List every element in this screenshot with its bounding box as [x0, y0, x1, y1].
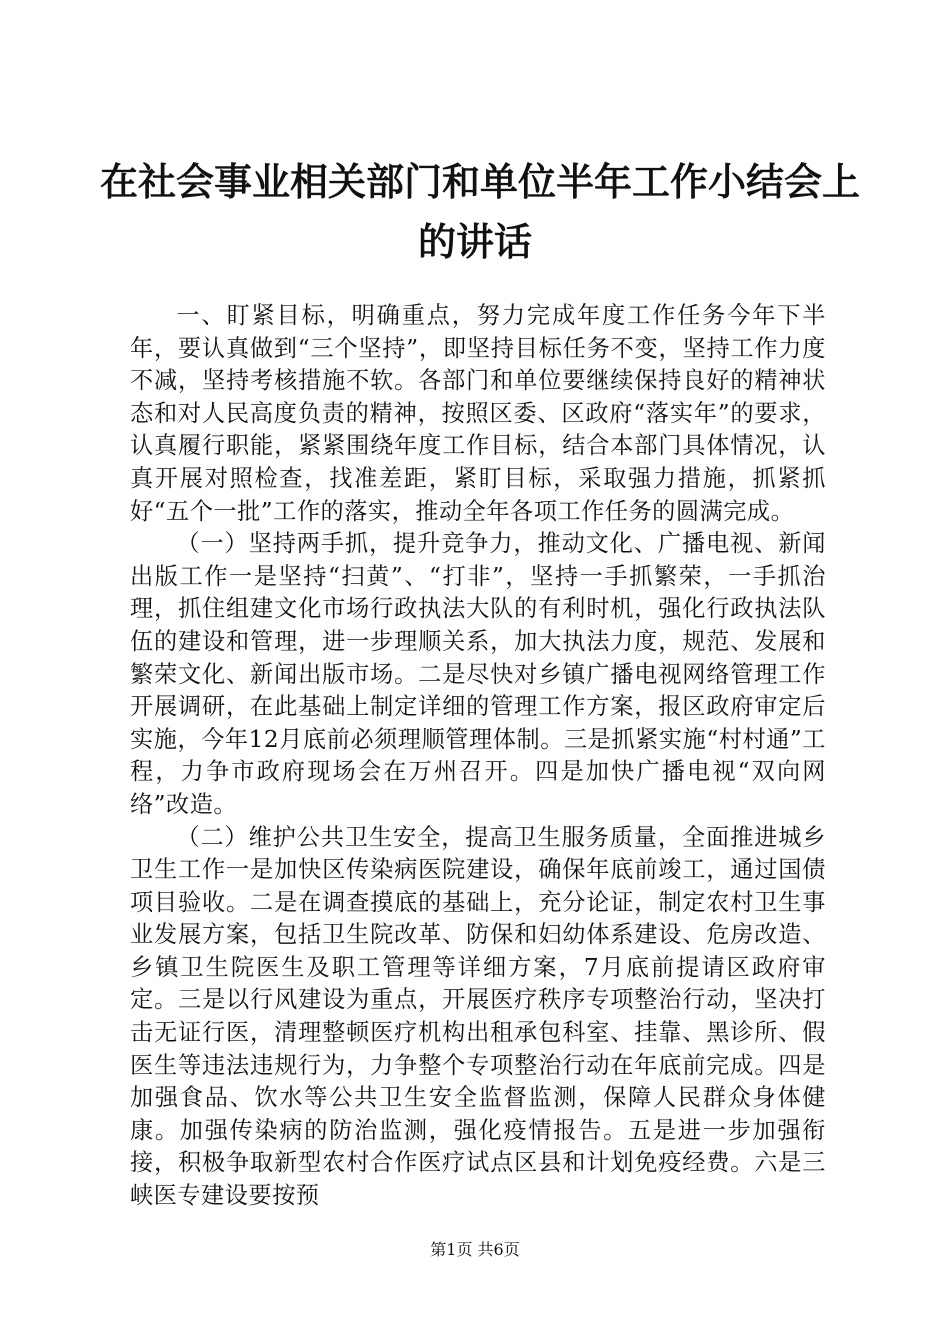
body-paragraph: （一）坚持两手抓，提升竞争力，推动文化、广播电视、新闻出版工作一是坚持“扫黄”、“打非”，坚持一手抓繁荣，一手抓治理，抓住组建文化市场行政执法大队的有利时机，强化行政执法队伍的建设和管理，进一步理顺关系，加大执法力度，规范、发展和繁荣文化、新闻出版市场。二是尽快对乡镇广播电视网络管理工作开展调研，在此基础上制定详细的管理工作方案，报区政府审定后实施，今年12月底前必须理顺管理体制。三是抓紧实施“村村通”工程，力争市政府现场会在万州召开。四是加快广播电视“双向网络”改造。	[130, 530, 826, 818]
document-title-line-2: 的讲话	[417, 219, 532, 264]
document-title-line-1: 在社会事业相关部门和单位半年工作小结会上	[100, 159, 861, 204]
page-footer: 第1页 共6页	[430, 1240, 520, 1259]
body-paragraph: 一、盯紧目标，明确重点，努力完成年度工作任务今年下半年，要认真做到“三个坚持”，即坚持目标任务不变，坚持工作力度不减，坚持考核措施不软。各部门和单位要继续保持良好的精神状态和对人民高度负责的精神，按照区委、区政府“落实年”的要求，认真履行职能，紧紧围绕年度工作目标，结合本部门具体情况，认真开展对照检查，找准差距，紧盯目标，采取强力措施，抓紧抓好“五个一批”工作的落实，推动全年各项工作任务的圆满完成。	[130, 302, 826, 525]
body-paragraph: （二）维护公共卫生安全，提高卫生服务质量，全面推进城乡卫生工作一是加快区传染病医院建设，确保年底前竣工，通过国债项目验收。二是在调查摸底的基础上，充分论证，制定农村卫生事业发展方案，包括卫生院改革、防保和妇幼体系建设、危房改造、乡镇卫生院医生及职工管理等详细方案，7月底前提请区政府审定。三是以行风建设为重点，开展医疗秩序专项整治行动，坚决打击无证行医，清理整顿医疗机构出租承包科室、挂靠、黑诊所、假医生等违法违规行为，力争整个专项整治行动在年底前完成。四是加强食品、饮水等公共卫生安全监督监测，保障人民群众身体健康。加强传染病的防治监测，强化疫情报告。五是进一步加强衔接，积极争取新型农村合作医疗试点区县和计划免疫经费。六是三峡医专建设要按预	[130, 823, 826, 1210]
document-body	[130, 300, 826, 1213]
